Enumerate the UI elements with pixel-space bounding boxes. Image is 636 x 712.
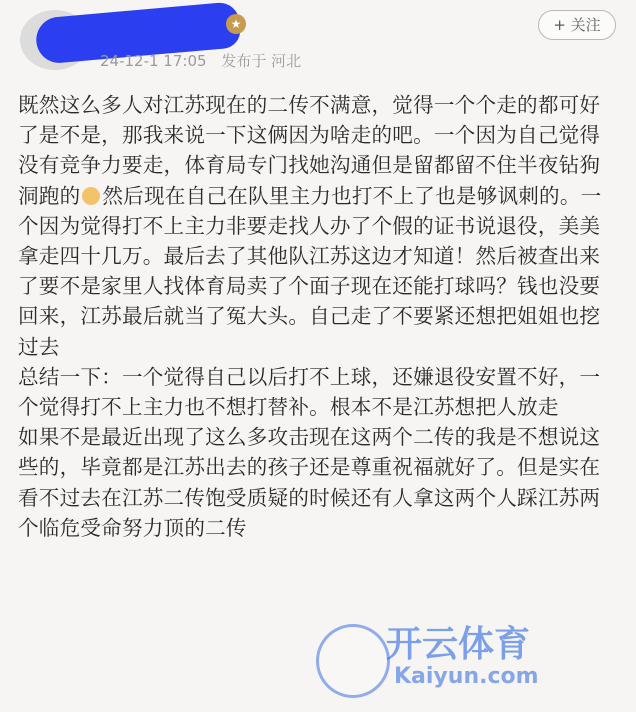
post-meta (100, 50, 311, 71)
paragraph-1 (18, 90, 618, 362)
paragraph-3: 如果不是最近出现了这么多攻击现在这两个二传的我是不想说这些的，毕竟都是江苏出去的孩子还是尊重祝福就好了。但是实在看不过去在江苏二传饱受质疑的时候还有人拿这两个人踩江苏两个临危受命努力顶的二传 (18, 425, 601, 540)
follow-button[interactable]: + 关注 (538, 10, 616, 40)
post-header (0, 0, 636, 84)
post-timestamp: 24-12-1 17:05 (100, 52, 207, 70)
post-location: 发布于 河北 (221, 52, 302, 70)
watermark-logo-icon (316, 624, 390, 698)
cat-emoji-icon (82, 187, 100, 205)
vip-badge-icon: ★ (226, 14, 246, 34)
watermark-text: 开云体育 (386, 624, 531, 665)
watermark (316, 616, 626, 712)
paragraph-1-part-b: 然后现在自己在队里主力也打不上了也是够讽刺的。一个因为觉得打不上主力非要走找人办了个假的证书说退役，美美拿走四十几万。最后去了其他队江苏这边才知道！然后被查出来了要不是家里人找体育局卖了个面子现在还能打球吗？钱也没要回来，江苏最后就当了冤大头。自己走了不要紧还想把姐姐也挖过去 (18, 183, 602, 359)
post-content (18, 90, 618, 543)
paragraph-2: 总结一下：一个觉得自己以后打不上球，还嫌退役安置不好，一个觉得打不上主力也不想打替补。根本不是江苏想把人放走 (18, 364, 601, 420)
watermark-url: Kaiyun.com (394, 664, 539, 689)
paragraph-1-part-a: 既然这么多人对江苏现在的二传不满意，觉得一个个走的都可好了是不是，那我来说一下这俩因为啥走的吧。一个因为自己觉得没有竞争力要走，体育局专门找她沟通但是留都留不住半夜钻狗洞跑的 (18, 93, 601, 208)
